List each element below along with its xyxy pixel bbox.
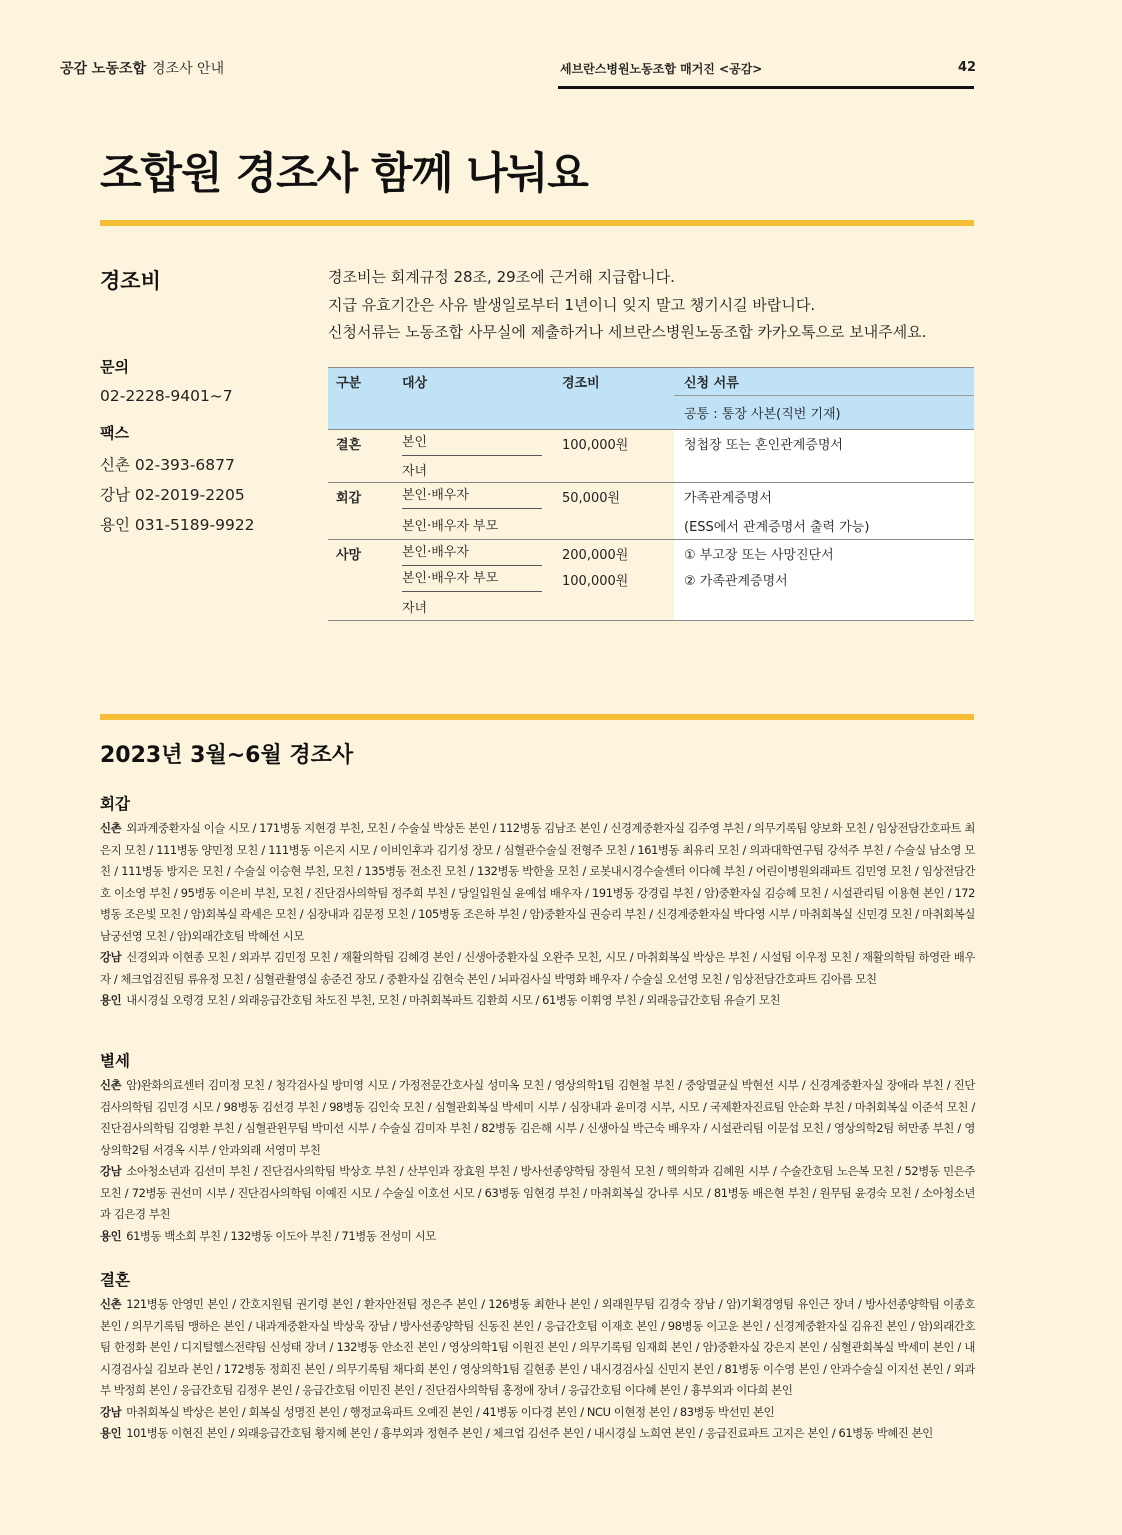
- branch-label: 신촌: [100, 821, 122, 835]
- branch-label: 강남: [100, 950, 122, 964]
- inquiry-phone: 02-2228-9401~7: [100, 387, 233, 405]
- target-cell: 본인: [402, 431, 542, 456]
- event-names: 암)완화의료센터 김미정 모친 / 청각검사실 방미영 시모 / 가정전문간호사실 성미옥 모친 / 영상의학1팀 김현철 부친 / 중앙멸균실 박현선 시부 / 신경계중환자실 장애라 부친 / 진단검사의학팀 김민경 시모 / 98병동 김선경 부친 / 98병동 김인숙 모친 / 심혈관회복실 박세미 시부 / 심장내과 윤미경 시부, 시모 / 국제환자진료팀 안순화 부친 / 마취회복실 이준석 모친 / 진단검사의학팀 김영환 부친 / 심혈관윈무팀 박미선 시부 / 수술실 김미자 부친 / 82병동 김은해 시부 / 신생아실 박근숙 배우자 / 시설관리팀 이문섭 모친 / 영상의학2팀 허만종 부친 / 영상의학2팀 서경옥 시부 / 안과외래 서영미 부친: [100, 1078, 975, 1157]
- amount-cell: 100,000원: [562, 573, 629, 589]
- target-cell: 자녀: [402, 463, 428, 479]
- list-item: [100, 990, 975, 1012]
- fax-gangnam: 강남 02-2019-2205: [100, 486, 245, 504]
- amount-cell: 100,000원: [554, 430, 674, 457]
- table-row: [328, 509, 974, 540]
- inquiry-label: 문의: [100, 358, 129, 376]
- target-cell: 본인·배우자: [402, 541, 542, 566]
- intro-line: 지급 유효기간은 사유 발생일로부터 1년이니 잊지 말고 챙기시길 바랍니다.: [328, 295, 816, 314]
- branch-label: 용인: [100, 1228, 122, 1243]
- event-names: 121병동 안영민 본인 / 간호지원팀 권기령 본인 / 환자안전팀 정은주 본인 / 126병동 최한나 본인 / 외래원무팀 김경숙 장남 / 암)기획경영팀 유인근 장녀 / 방사선종양학팀 이종호 본인 / 의무기록팀 맹하은 본인 / 내과계중환자실 박상욱 장남 / 방사선종양학팀 신동진 본인 / 응급간호팀 이재호 본인 / 98병동 이고운 본인 / 신경계중환자실 김유진 본인 / 암)외래간호팀 한정화 본인 / 디지털헬스전략팀 신성태 장녀 / 132병동 안소진 본인 / 영상의학1팀 이원진 본인 / 의무기록팀 임재희 본인 / 암)중환자실 강은지 본인 / 심혈관회복실 박세미 본인 / 내시경검사실 김보라 본인 / 172병동 정희진 본인 / 의무기록팀 채다희 본인 / 영상의학1팀 길현종 본인 / 내시경검사실 신민지 본인 / 81병동 이수영 본인 / 안과수술실 이지선 본인 / 외과부 박정희 본인 / 응급간호팀 김정우 본인 / 응급간호팀 이민진 본인 / 진단검사의학팀 홍정애 장녀 / 응급간호팀 이다혜 본인 / 흉부외과 이다희 본인: [100, 1297, 975, 1397]
- col-target: 대상: [394, 368, 554, 396]
- list-item: [100, 947, 975, 990]
- events-heading: 2023년 3월~6월 경조사: [100, 743, 354, 768]
- list-item: [100, 1423, 975, 1445]
- fax-yongin: 용인 031-5189-9922: [100, 516, 255, 534]
- table-header-row: [328, 368, 974, 396]
- branch-label: 용인: [100, 993, 122, 1007]
- intro-line: 경조비는 회계규정 28조, 29조에 근거해 지급합니다.: [328, 268, 675, 286]
- doc-cell: 가족관계증명서: [674, 483, 974, 510]
- table-row: [328, 483, 974, 510]
- intro-line: 신청서류는 노동조합 사무실에 제출하거나 세브란스병원노동조합 카카오톡으로 보내주세요.: [328, 323, 927, 341]
- type-death: 사망: [328, 540, 394, 621]
- event-names: 101병동 이현진 본인 / 외래응급간호팀 황지혜 본인 / 흉부외과 정현주 본인 / 체크업 김선주 본인 / 내시경실 노희연 본인 / 응급진료파트 고지은 본인 / 61병동 박혜진 본인: [126, 1426, 933, 1440]
- event-names: 신경외과 이현종 모친 / 외과부 김민정 모친 / 재활의학팀 김혜경 본인 / 신생아중환자실 오완주 모친, 시모 / 마취회복실 박상은 부친 / 시설팀 이우정 모친 / 재활의학팀 하영란 배우자 / 체크업검진팀 류유정 모친 / 심혈관촬영실 송준건 장모 / 중환자실 김현숙 본인 / 뇌파검사실 박명화 배우자 / 수술실 오선영 모친 / 임상전담간호파트 김아름 모친: [100, 950, 975, 986]
- fax-sinchon: 신촌 02-393-6877: [100, 456, 235, 474]
- condolence-intro: [328, 264, 927, 347]
- event-names: 외과계중환자실 이슬 시모 / 171병동 지현경 부친, 모친 / 수술실 박상돈 본인 / 112병동 김남조 본인 / 신경계중환자실 김주영 부친 / 의무기록팀 양보화 모친 / 임상전담간호파트 최은지 모친 / 111병동 양민정 모친 / 111병동 이은지 시모 / 이비인후과 김기성 장모 / 심혈관수술실 전형주 모친 / 161병동 최유리 모친 / 의과대학연구팀 강석주 부친 / 수술실 남소영 모친 / 111병동 방지은 모친 / 수술실 이승현 부친, 모친 / 135병동 전소진 모친 / 132병동 박한울 모친 / 로봇내시경수술센터 이다혜 부친 / 어린이병원외래파트 김민영 모친 / 임상전담간호 이소영 부친 / 95병동 이은비 부친, 모친 / 진단검사의학팀 정주희 부친 / 당일입원실 윤예섭 배우자 / 191병동 강경림 부친 / 암)중환자실 김승혜 모친 / 시설관리팀 이용현 본인 / 172병동 조은빛 모친 / 암)회복실 곽세은 모친 / 심장내과 김문정 모친 / 105병동 조은하 부친 / 암)중환자실 권승리 부친 / 신경계중환자실 박다영 시부 / 마취회복실 신민경 모친 / 마취회복실 남궁선영 모친 / 암)외래간호팀 박혜선 시모: [100, 821, 975, 943]
- amount-cell: 50,000원: [554, 483, 674, 510]
- page-number: 42: [958, 60, 977, 75]
- page-title: 조합원 경조사 함께 나눠요: [100, 149, 588, 199]
- event-names: 61병동 백소희 부친 / 132병동 이도아 부친 / 71병동 전성미 시모: [126, 1228, 436, 1243]
- table-row: [328, 566, 974, 592]
- doc-cell: ① 부고장 또는 사망진단서: [674, 540, 974, 567]
- type-marriage: 결혼: [328, 430, 394, 483]
- branch-label: 강남: [100, 1404, 122, 1419]
- section-subtitle: 경조사 안내: [152, 61, 225, 77]
- hoegap-list: [100, 818, 975, 1012]
- list-item: [100, 1161, 975, 1226]
- list-item: [100, 1226, 975, 1248]
- gyeolhon-list: [100, 1294, 975, 1445]
- category-byeolse: 별세: [100, 1052, 130, 1070]
- col-type: 구분: [328, 368, 394, 396]
- magazine-name: 세브란스병원노동조합 매거진 <공감>: [560, 62, 763, 76]
- condolence-table: [328, 367, 974, 621]
- doc-cell: (ESS에서 관계증명서 출력 가능): [674, 509, 974, 540]
- byeolse-list: [100, 1075, 975, 1247]
- col-docs: 신청 서류: [674, 368, 974, 396]
- target-cell: 본인·배우자 부모: [402, 567, 542, 592]
- event-names: 내시경실 오령경 모친 / 외래응급간호팀 차도진 부친, 모친 / 마취회복파트 김환희 시모 / 61병동 이휘영 부친 / 외래응급간호팀 유슬기 모친: [126, 993, 781, 1007]
- branch-label: 용인: [100, 1426, 122, 1440]
- doc-cell: 청첩장 또는 혼인관계증명서: [674, 430, 974, 483]
- table-header-row: [328, 395, 974, 430]
- event-names: 마취회복실 박상은 본인 / 회복실 성명진 본인 / 행정교육파트 오예진 본인 / 41병동 이다경 본인 / NCU 이현정 본인 / 83병동 박선민 본인: [126, 1404, 775, 1419]
- category-gyeolhon: 결혼: [100, 1271, 130, 1289]
- title-divider: [100, 220, 974, 226]
- doc-cell: ② 가족관계증명서: [674, 566, 974, 592]
- list-item: [100, 818, 975, 947]
- target-cell: 자녀: [394, 592, 554, 621]
- list-item: [100, 1075, 975, 1161]
- list-item: [100, 1294, 975, 1402]
- fax-label: 팩스: [100, 424, 129, 442]
- condolence-heading: 경조비: [100, 269, 161, 293]
- col-amount: 경조비: [554, 368, 674, 396]
- target-cell: 본인·배우자 부모: [402, 518, 499, 534]
- section-divider: [100, 714, 974, 720]
- table-row: [328, 430, 974, 457]
- table-row: [328, 592, 974, 621]
- running-header: [60, 58, 224, 78]
- event-names: 소아청소년과 김선미 부친 / 진단검사의학팀 박상호 부친 / 산부인과 장효원 부친 / 방사선종양학팀 장원석 모친 / 핵의학과 김혜원 시부 / 수술간호팀 노은복 모친 / 52병동 민은주 모친 / 72병동 권선미 시부 / 진단검사의학팀 이예진 시모 / 수술실 이호선 시모 / 63병동 임현경 부친 / 마취회복실 강나루 시모 / 81병동 배은현 부친 / 원무팀 윤경숙 모친 / 소아청소년과 김은경 부친: [100, 1164, 975, 1221]
- common-doc: 공통 : 통장 사본(직번 기재): [674, 395, 974, 430]
- section-name: 공감 노동조합: [60, 61, 147, 77]
- branch-label: 강남: [100, 1164, 122, 1178]
- target-cell: 본인·배우자: [402, 484, 542, 509]
- header-rule: [558, 86, 974, 89]
- type-sixtieth: 회갑: [328, 483, 394, 540]
- amount-cell: 200,000원: [554, 540, 674, 567]
- list-item: [100, 1402, 975, 1424]
- category-hoegap: 회갑: [100, 795, 130, 813]
- table-row: [328, 540, 974, 567]
- branch-label: 신촌: [100, 1078, 122, 1092]
- branch-label: 신촌: [100, 1297, 122, 1311]
